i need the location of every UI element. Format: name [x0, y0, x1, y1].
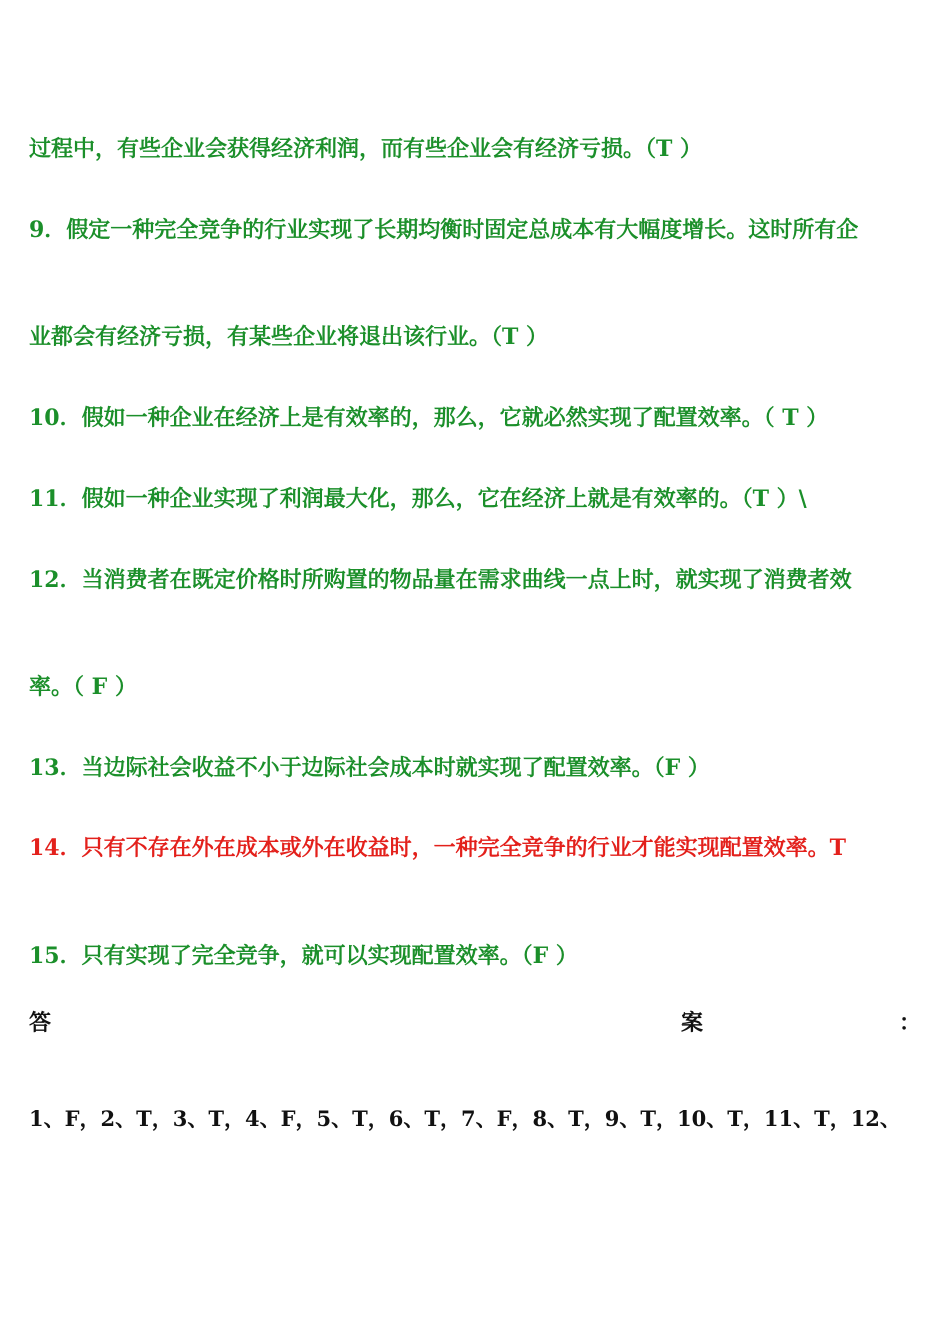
- answer-key-line: 1、F，2、T，3、T，4、F，5、T，6、T，7、F，8、T，9、T，10、T，11、T，12、: [29, 1106, 901, 1131]
- answer-heading-colon: ：: [898, 1010, 921, 1036]
- question-13: 13．当边际社会收益不小于边际社会成本时就实现了配置效率。（F ）: [29, 755, 710, 781]
- question-15: 15．只有实现了完全竞争，就可以实现配置效率。（F ）: [29, 943, 578, 969]
- question-11: 11．假如一种企业实现了利润最大化，那么，它在经济上就是有效率的。（T ）\: [29, 486, 807, 512]
- answer-heading-char-2: 案: [681, 1010, 704, 1036]
- question-12-line-2: 率。（ F ）: [29, 674, 137, 700]
- question-9-line-2: 业都会有经济亏损，有某些企业将退出该行业。（T ）: [29, 324, 549, 350]
- answer-heading-char-1: 答: [29, 1010, 52, 1036]
- question-12-line-1: 12．当消费者在既定价格时所购置的物品量在需求曲线一点上时，就实现了消费者效: [29, 567, 852, 593]
- question-8-continuation: 过程中，有些企业会获得经济利润，而有些企业会有经济亏损。（T ）: [29, 136, 703, 162]
- question-9-line-1: 9．假定一种完全竞争的行业实现了长期均衡时固定总成本有大幅度增长。这时所有企: [29, 217, 859, 243]
- question-10: 10．假如一种企业在经济上是有效率的，那么，它就必然实现了配置效率。（ T ）: [29, 405, 829, 431]
- question-14: 14．只有不存在外在成本或外在收益时，一种完全竞争的行业才能实现配置效率。T: [29, 835, 846, 861]
- answer-heading: [29, 1008, 921, 1038]
